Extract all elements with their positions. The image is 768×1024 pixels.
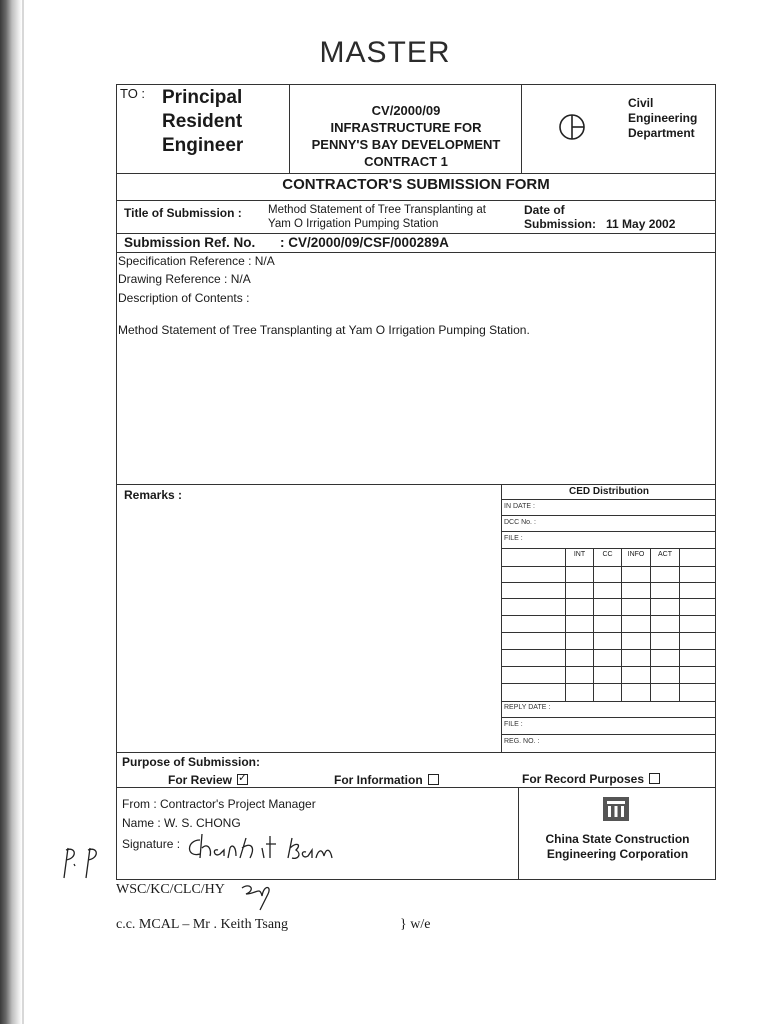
ced-grid-col	[679, 548, 680, 701]
ced-grid-row	[501, 582, 716, 583]
header-divider-1	[289, 84, 290, 173]
scan-edge-line	[22, 0, 24, 1024]
drawing-reference: Drawing Reference : N/A	[118, 272, 251, 286]
master-stamp: MASTER	[319, 36, 451, 69]
specification-reference: Specification Reference : N/A	[118, 254, 275, 268]
ced-rule	[501, 499, 716, 500]
handwritten-signature	[180, 828, 340, 864]
handwritten-initials	[238, 880, 278, 914]
submission-ref-label: Submission Ref. No.	[124, 235, 256, 250]
ced-logo-icon	[558, 113, 586, 141]
we-note: } w/e	[400, 917, 431, 932]
ced-reg-no: REG. NO. :	[504, 738, 540, 745]
rule-title-bottom	[116, 200, 716, 201]
company-line: Engineering Corporation	[546, 847, 689, 861]
ced-grid-col	[565, 548, 566, 701]
title-line: Yam O Irrigation Pumping Station	[268, 218, 439, 230]
ced-col-act: ACT	[658, 551, 672, 558]
company-name	[520, 832, 715, 862]
recipient-line: Principal	[162, 87, 243, 108]
company-line: China State Construction	[545, 832, 690, 846]
purpose-for-review	[168, 773, 248, 787]
date-of-submission-label	[524, 203, 596, 231]
reference-line: WSC/KC/CLC/HY	[116, 882, 225, 897]
signature-label: Signature :	[122, 837, 181, 851]
ced-grid-row	[501, 649, 716, 650]
date-label-line: Submission:	[524, 217, 597, 231]
margin-initials	[60, 842, 106, 882]
ced-file-2: FILE :	[504, 721, 523, 728]
purpose-option-label: For Information	[334, 773, 423, 787]
ced-grid-col	[650, 548, 651, 701]
department-line: Civil	[628, 96, 654, 110]
ced-grid-row	[501, 598, 716, 599]
contract-line: CV/2000/09	[371, 103, 441, 118]
for-information-checkbox[interactable]	[428, 774, 439, 785]
remarks-label: Remarks :	[124, 488, 183, 502]
department-line: Department	[628, 126, 695, 140]
submission-ref-value: : CV/2000/09/CSF/000289A	[280, 235, 449, 250]
description-of-contents: Method Statement of Tree Transplanting at Yam O Irrigation Pumping Station.	[118, 323, 530, 337]
description-label: Description of Contents :	[118, 291, 250, 305]
ced-dcc-no: DCC No. :	[504, 519, 536, 526]
ced-grid-row	[501, 632, 716, 633]
ced-grid-row	[501, 701, 716, 702]
purpose-for-record	[522, 772, 660, 786]
ced-rule	[501, 531, 716, 532]
purpose-for-information	[334, 773, 439, 787]
recipient-name	[162, 86, 272, 158]
rule-remarks-bottom	[116, 752, 716, 753]
ced-rule	[501, 515, 716, 516]
contract-line: PENNY'S BAY DEVELOPMENT	[311, 137, 501, 152]
cc-line: c.c. MCAL – Mr . Keith Tsang	[116, 917, 289, 932]
rule-purpose-bottom	[116, 787, 716, 788]
scan-dark-edge	[0, 0, 22, 1024]
ced-grid-col	[621, 548, 622, 701]
contract-line: CONTRACT 1	[364, 154, 448, 169]
ced-reply-date: REPLY DATE :	[504, 704, 551, 711]
ced-grid-row	[501, 666, 716, 667]
ced-rule	[501, 734, 716, 735]
purpose-option-label: For Review	[168, 773, 233, 787]
from-line: From : Contractor's Project Manager	[122, 797, 316, 811]
department-name	[628, 96, 713, 141]
title-of-submission-value	[268, 203, 486, 231]
contract-line: INFRASTRUCTURE FOR	[330, 120, 482, 135]
ced-grid-col	[593, 548, 594, 701]
rule-submission-bottom	[116, 233, 716, 234]
ced-grid-row	[501, 566, 716, 567]
for-review-checkbox[interactable]	[237, 774, 248, 785]
ced-rule	[501, 548, 716, 549]
ced-distribution-title: CED Distribution	[569, 486, 649, 497]
department-line: Engineering	[628, 111, 698, 125]
rule-details-bottom	[116, 484, 716, 485]
purpose-option-label: For Record Purposes	[522, 772, 645, 786]
name-line: Name : W. S. CHONG	[122, 816, 241, 830]
header-divider-2	[521, 84, 522, 173]
title-of-submission-label: Title of Submission :	[124, 206, 242, 220]
recipient-line: Resident	[162, 111, 243, 132]
recipient-line: Engineer	[162, 135, 244, 156]
purpose-label: Purpose of Submission:	[122, 755, 261, 769]
date-label-line: Date of	[524, 203, 565, 217]
ced-in-date: IN DATE :	[504, 503, 535, 510]
ced-rule	[501, 717, 716, 718]
sender-divider	[518, 787, 519, 880]
cscec-logo-icon	[602, 796, 630, 822]
to-label: TO :	[120, 86, 146, 101]
form-title: CONTRACTOR'S SUBMISSION FORM	[282, 176, 550, 193]
ced-col-cc: CC	[602, 551, 613, 558]
date-of-submission-value: 11 May 2002	[606, 217, 676, 231]
ced-file: FILE :	[504, 535, 523, 542]
ced-col-info: INFO	[627, 551, 645, 558]
ced-grid-row	[501, 615, 716, 616]
for-record-checkbox[interactable]	[649, 773, 660, 784]
contract-title	[292, 102, 520, 170]
ced-box-left-border	[501, 484, 502, 752]
ced-col-int: INT	[573, 551, 586, 558]
ced-grid-row	[501, 683, 716, 684]
title-line: Method Statement of Tree Transplanting at	[268, 204, 486, 216]
